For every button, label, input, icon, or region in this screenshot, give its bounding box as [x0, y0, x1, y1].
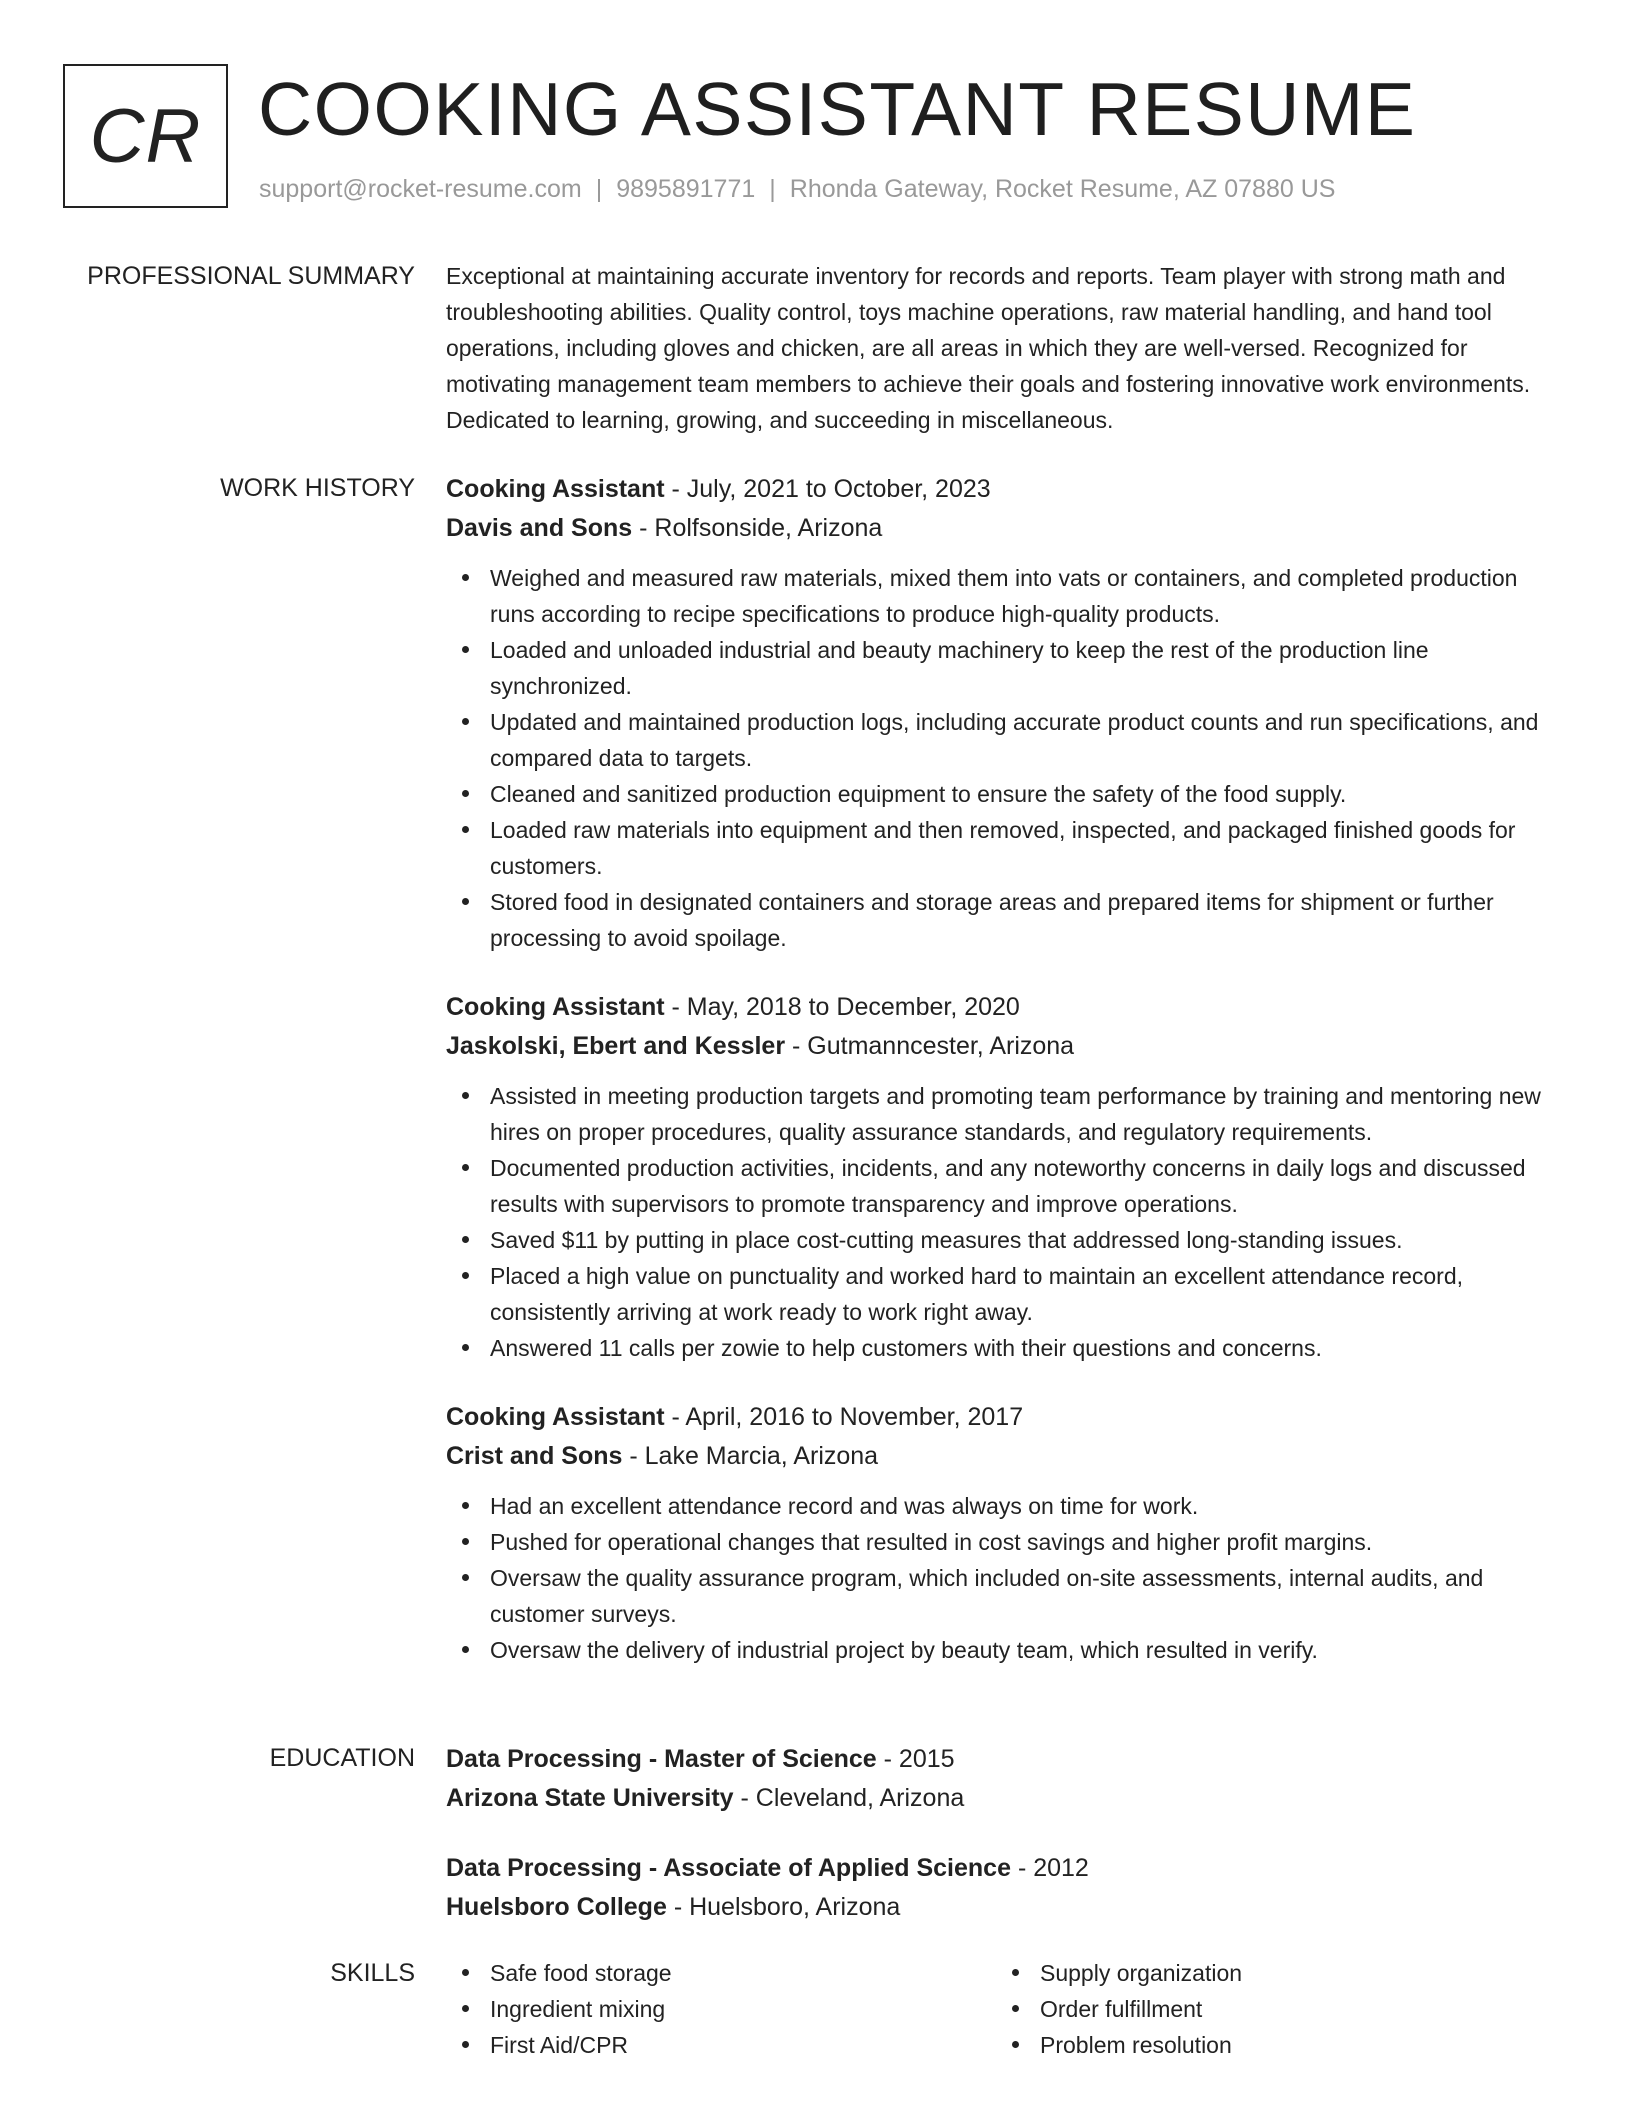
list-item: Oversaw the quality assurance program, which included on-site assessments, internal audits, and customer surveys. [446, 1560, 1566, 1632]
skills-body [446, 1955, 1566, 2063]
job-bullets [446, 1488, 1566, 1668]
summary-text: Exceptional at maintaining accurate inventory for records and reports. Team player with strong math and troubleshooting abilities. Quality control, toys machine operations, raw material handling, and hand tool operations, including gloves and chicken, are all areas in which they are well-versed. Recognized for motivating management team members to achieve their goals and fostering innovative work environments. Dedicated to learning, growing, and succeeding in miscellaneous. [446, 263, 1531, 433]
education-entry [446, 1740, 1566, 1818]
section-heading: WORK HISTORY [220, 474, 415, 502]
resume-title: COOKING ASSISTANT RESUME [258, 67, 1417, 151]
list-item: Stored food in designated containers and storage areas and prepared items for shipment or further processing to avoid spoilage. [446, 884, 1566, 956]
degree-name: Data Processing - Master of Science [446, 1745, 877, 1773]
job-dates: - May, 2018 to December, 2020 [664, 993, 1020, 1021]
skill-item: Order fulfillment [996, 1991, 1546, 2027]
job-company-line [446, 1437, 1566, 1476]
monogram-box [63, 64, 228, 208]
list-item: Cleaned and sanitized production equipment to ensure the safety of the food supply. [446, 776, 1566, 812]
degree-name: Data Processing - Associate of Applied Science [446, 1854, 1011, 1882]
list-item: Placed a high value on punctuality and worked hard to maintain an excellent attendance record, consistently arriving at work ready to work right away. [446, 1258, 1566, 1330]
school-line [446, 1779, 1566, 1818]
list-item: Weighed and measured raw materials, mixed them into vats or containers, and completed production runs according to recipe specifications to produce high-quality products. [446, 560, 1566, 632]
list-item: Saved $11 by putting in place cost-cutting measures that addressed long-standing issues. [446, 1222, 1566, 1258]
job-location: - Rolfsonside, Arizona [632, 514, 883, 542]
skills-column-left [446, 1955, 996, 2063]
school-name: Huelsboro College [446, 1893, 667, 1921]
degree-year: - 2012 [1011, 1854, 1089, 1882]
section-heading: SKILLS [330, 1959, 415, 1987]
list-item: Documented production activities, incidents, and any noteworthy concerns in daily logs and discussed results with supervisors to promote transparency and improve operations. [446, 1150, 1566, 1222]
list-item: Updated and maintained production logs, including accurate product counts and run specifications, and compared data to targets. [446, 704, 1566, 776]
education-body [446, 1740, 1566, 1958]
skill-item: Supply organization [996, 1955, 1546, 1991]
school-name: Arizona State University [446, 1784, 734, 1812]
contact-email[interactable]: support@rocket-resume.com [259, 175, 582, 203]
contact-separator: | [595, 175, 603, 203]
list-item: Loaded raw materials into equipment and then removed, inspected, and packaged finished goods for customers. [446, 812, 1566, 884]
job-title-line [446, 1398, 1566, 1437]
skills-grid [446, 1955, 1566, 2063]
list-item: Assisted in meeting production targets and promoting team performance by training and mentoring new hires on proper procedures, quality assurance standards, and regulatory requirements. [446, 1078, 1566, 1150]
job-company: Davis and Sons [446, 514, 633, 542]
contact-phone[interactable]: 9895891771 [616, 175, 756, 203]
contact-separator: | [769, 175, 776, 203]
job-title: Cooking Assistant [446, 475, 665, 503]
job-company: Crist and Sons [446, 1442, 623, 1470]
job-location: - Gutmanncester, Arizona [785, 1032, 1075, 1060]
job-title-line [446, 470, 1566, 509]
contact-address: Rhonda Gateway, Rocket Resume, AZ 07880 US [789, 175, 1336, 203]
section-heading: EDUCATION [269, 1744, 415, 1772]
job-company: Jaskolski, Ebert and Kessler [446, 1032, 786, 1060]
degree-line [446, 1740, 1566, 1779]
job-entry [446, 1398, 1566, 1668]
job-dates: - July, 2021 to October, 2023 [664, 475, 991, 503]
job-dates: - April, 2016 to November, 2017 [664, 1403, 1024, 1431]
resume-header [63, 64, 1563, 214]
list-item: Pushed for operational changes that resulted in cost savings and higher profit margins. [446, 1524, 1566, 1560]
contact-line [259, 175, 1335, 204]
degree-year: - 2015 [876, 1745, 955, 1773]
monogram-initials: CR [89, 93, 202, 179]
job-bullets [446, 560, 1566, 956]
work-history-body [446, 470, 1566, 1700]
degree-line [446, 1849, 1566, 1888]
school-location: - Huelsboro, Arizona [666, 1893, 901, 1921]
skills-column-right [996, 1955, 1546, 2063]
education-entry [446, 1849, 1566, 1927]
job-location: - Lake Marcia, Arizona [622, 1442, 879, 1470]
school-line [446, 1888, 1566, 1927]
skill-item: Safe food storage [446, 1955, 996, 1991]
list-item: Oversaw the delivery of industrial project by beauty team, which resulted in verify. [446, 1632, 1566, 1668]
job-company-line [446, 509, 1566, 548]
job-company-line [446, 1027, 1566, 1066]
skill-item: First Aid/CPR [446, 2027, 996, 2063]
list-item: Had an excellent attendance record and was always on time for work. [446, 1488, 1566, 1524]
list-item: Answered 11 calls per zowie to help customers with their questions and concerns. [446, 1330, 1566, 1366]
skill-item: Problem resolution [996, 2027, 1546, 2063]
job-entry [446, 470, 1566, 956]
job-title: Cooking Assistant [446, 1403, 665, 1431]
job-title-line [446, 988, 1566, 1027]
school-location: - Cleveland, Arizona [733, 1784, 965, 1812]
list-item: Loaded and unloaded industrial and beauty machinery to keep the rest of the production line synchronized. [446, 632, 1566, 704]
job-entry [446, 988, 1566, 1366]
skill-item: Ingredient mixing [446, 1991, 996, 2027]
job-bullets [446, 1078, 1566, 1366]
section-heading: PROFESSIONAL SUMMARY [87, 262, 415, 290]
job-title: Cooking Assistant [446, 993, 665, 1021]
